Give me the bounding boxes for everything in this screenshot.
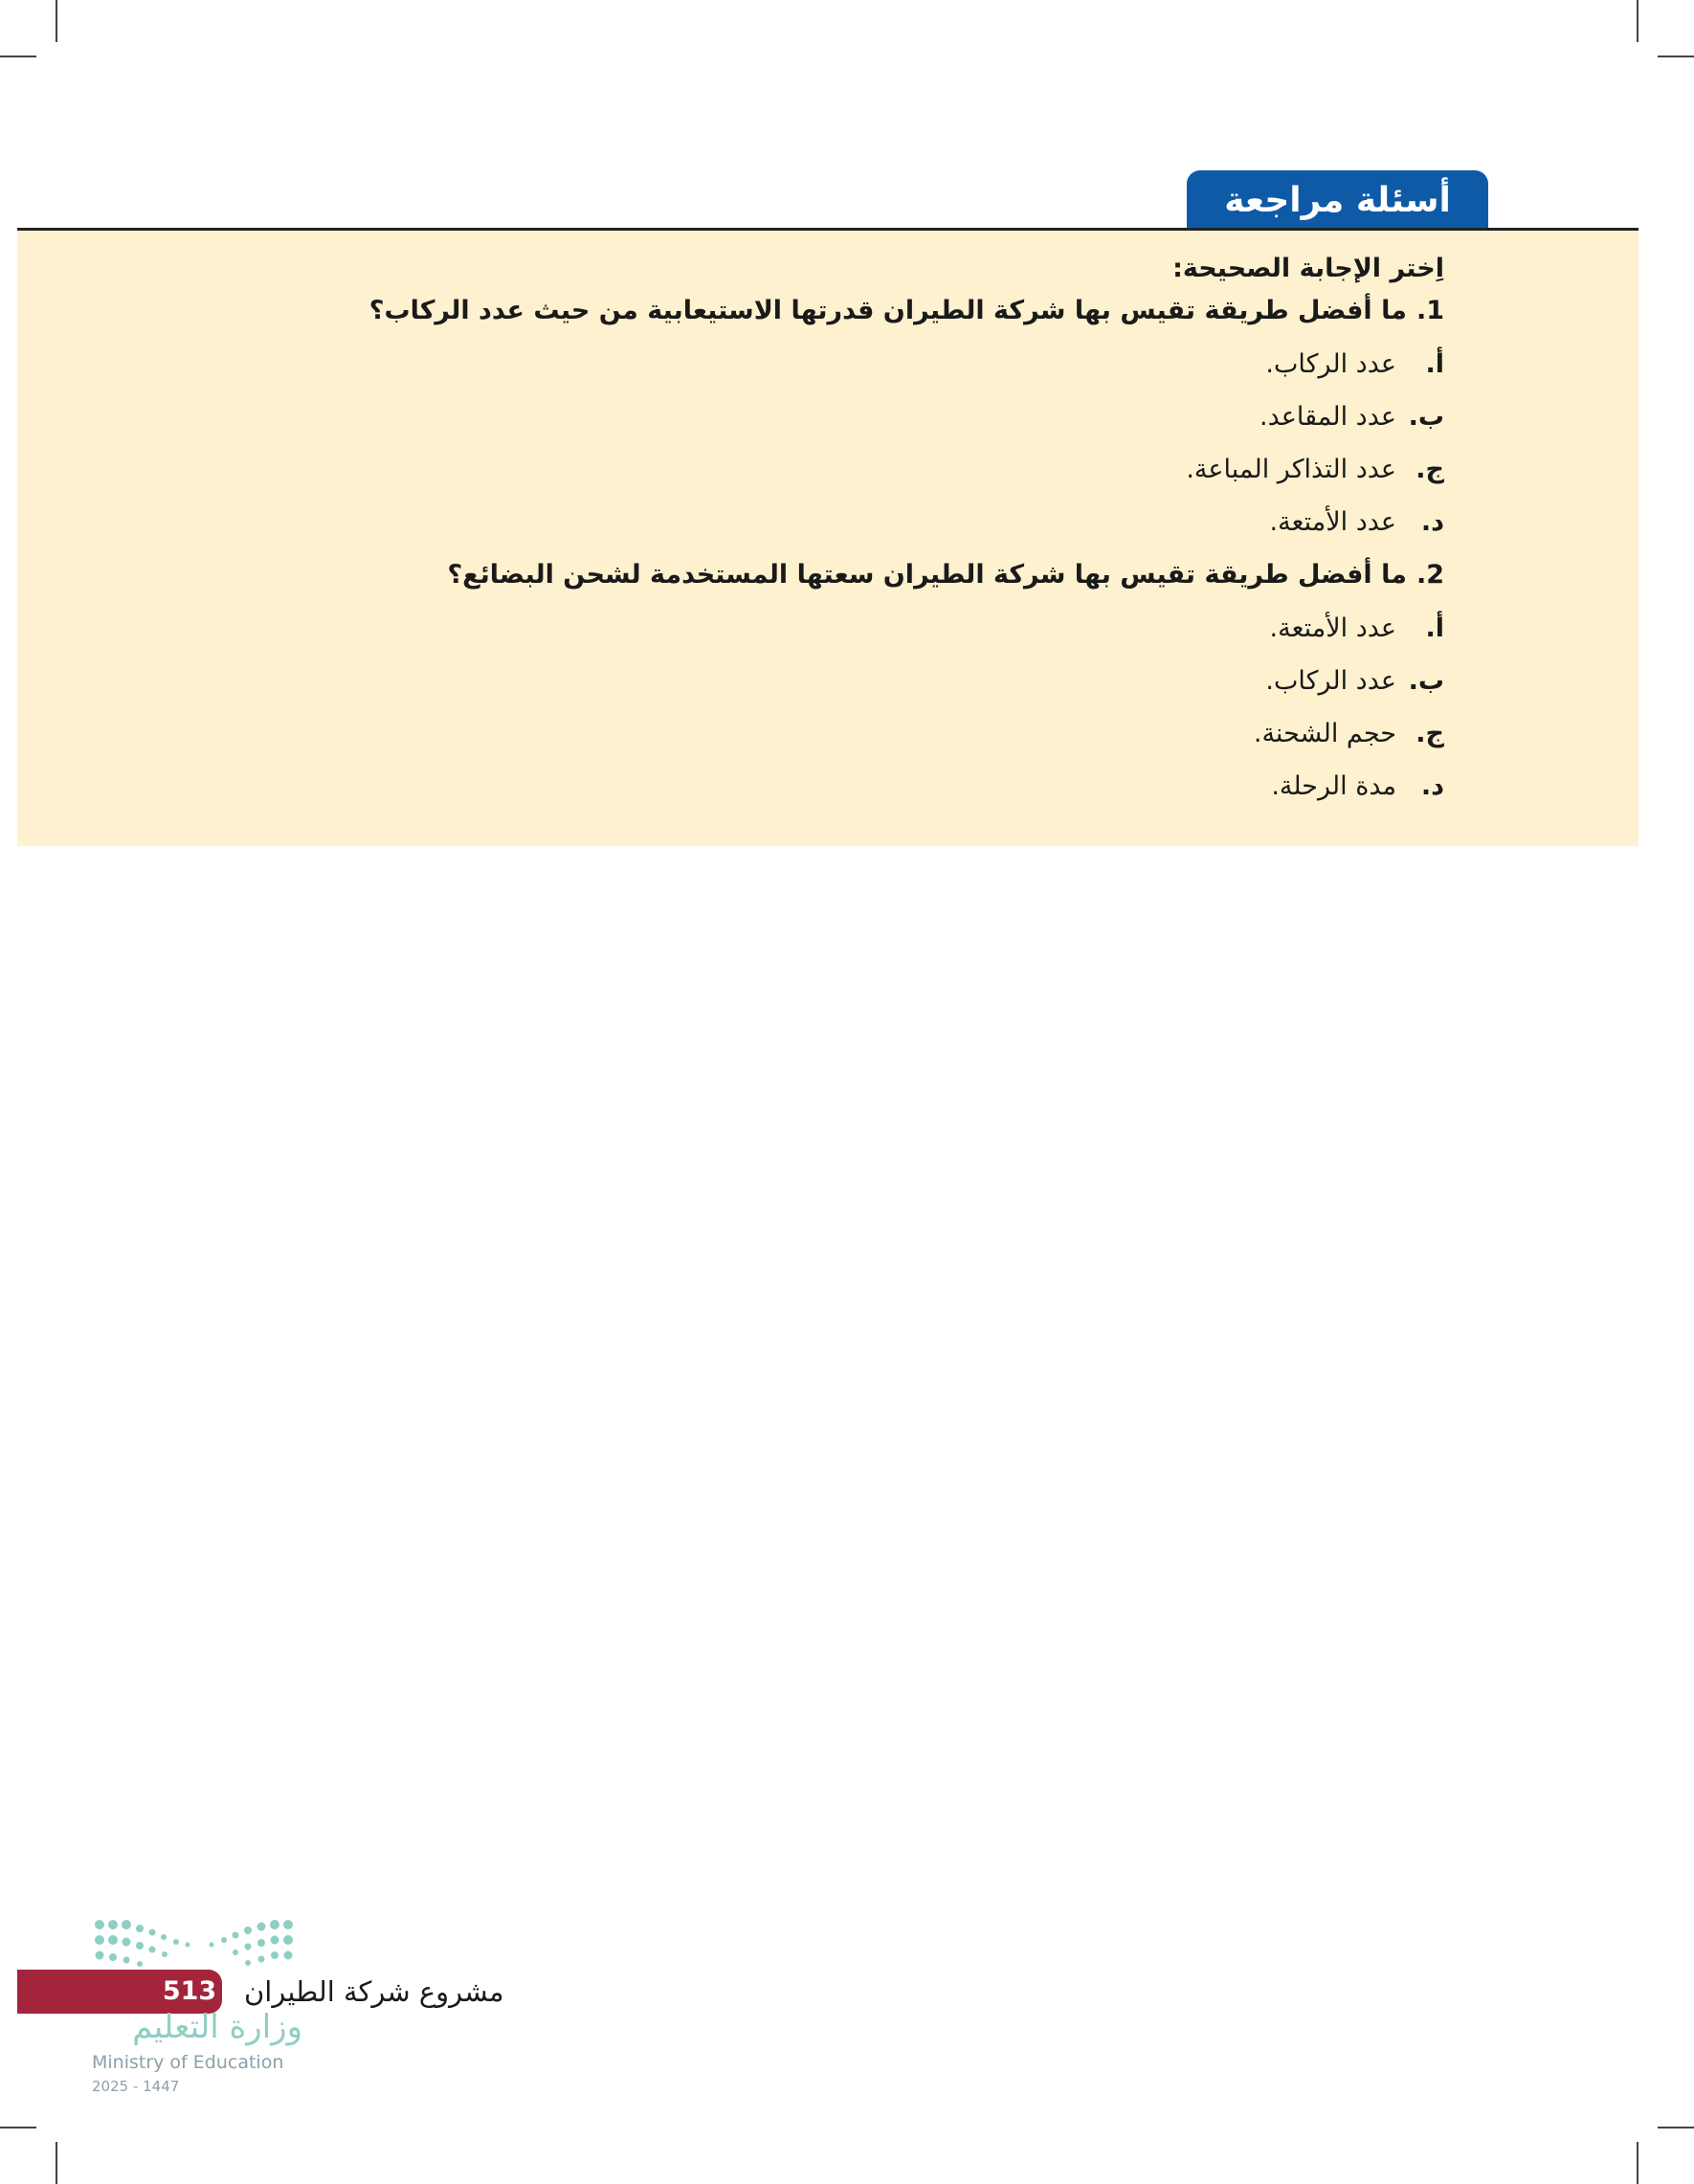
option-letter: د. (1420, 771, 1444, 801)
ministry-logo-english: Ministry of Education (92, 2052, 284, 2073)
section-title-tab: أسئلة مراجعة (1187, 170, 1488, 231)
crop-mark (1637, 0, 1638, 42)
instruction-text: اِختر الإجابة الصحيحة: (1172, 254, 1444, 283)
option-item[interactable] (56, 347, 1444, 400)
question-1-options (56, 347, 1444, 558)
questions-content (17, 231, 1638, 846)
option-item[interactable] (56, 717, 1444, 769)
option-text: عدد الركاب. (1265, 349, 1396, 379)
option-text: عدد الأمتعة. (1269, 613, 1396, 643)
option-letter: أ. (1425, 613, 1444, 643)
option-item[interactable] (56, 612, 1444, 664)
question-1 (56, 294, 1444, 347)
option-text: حجم الشحنة. (1253, 719, 1396, 748)
crop-mark (1658, 2127, 1694, 2128)
crop-mark (1658, 56, 1694, 57)
crop-mark (56, 2142, 57, 2184)
ministry-logo-arabic: وزارة التعليم (132, 2008, 302, 2046)
page-number: 513 (162, 1976, 217, 2006)
crop-mark (56, 0, 57, 42)
crop-mark (0, 56, 36, 57)
question-number: 1. (1415, 296, 1444, 325)
option-item[interactable] (56, 400, 1444, 453)
crop-mark (0, 2127, 36, 2128)
review-questions-panel (17, 231, 1638, 846)
option-item[interactable] (56, 664, 1444, 717)
option-letter: ب. (1408, 666, 1444, 696)
option-letter: ب. (1408, 402, 1444, 432)
option-letter: ج. (1415, 719, 1444, 748)
option-item[interactable] (56, 505, 1444, 558)
option-item[interactable] (56, 769, 1444, 822)
option-text: عدد الركاب. (1265, 666, 1396, 696)
option-item[interactable] (56, 453, 1444, 505)
crop-mark (1637, 2142, 1638, 2184)
option-text: مدة الرحلة. (1271, 771, 1396, 801)
option-letter: ج. (1415, 455, 1444, 484)
option-text: عدد المقاعد. (1259, 402, 1396, 432)
option-text: عدد الأمتعة. (1269, 507, 1396, 537)
option-letter: د. (1420, 507, 1444, 537)
question-2-options (56, 612, 1444, 822)
question-text: ما أفضل طريقة تقيس بها شركة الطيران قدرتها الاستيعابية من حيث عدد الركاب؟ (368, 296, 1407, 325)
ministry-logo-year: 2025 - 1447 (92, 2078, 180, 2095)
question-2 (56, 558, 1444, 612)
option-letter: أ. (1425, 349, 1444, 379)
footer-project-title: مشروع شركة الطيران (244, 1975, 504, 2008)
option-text: عدد التذاكر المباعة. (1186, 455, 1396, 484)
question-text: ما أفضل طريقة تقيس بها شركة الطيران سعتها المستخدمة لشحن البضائع؟ (447, 560, 1407, 590)
question-number: 2. (1415, 560, 1444, 590)
